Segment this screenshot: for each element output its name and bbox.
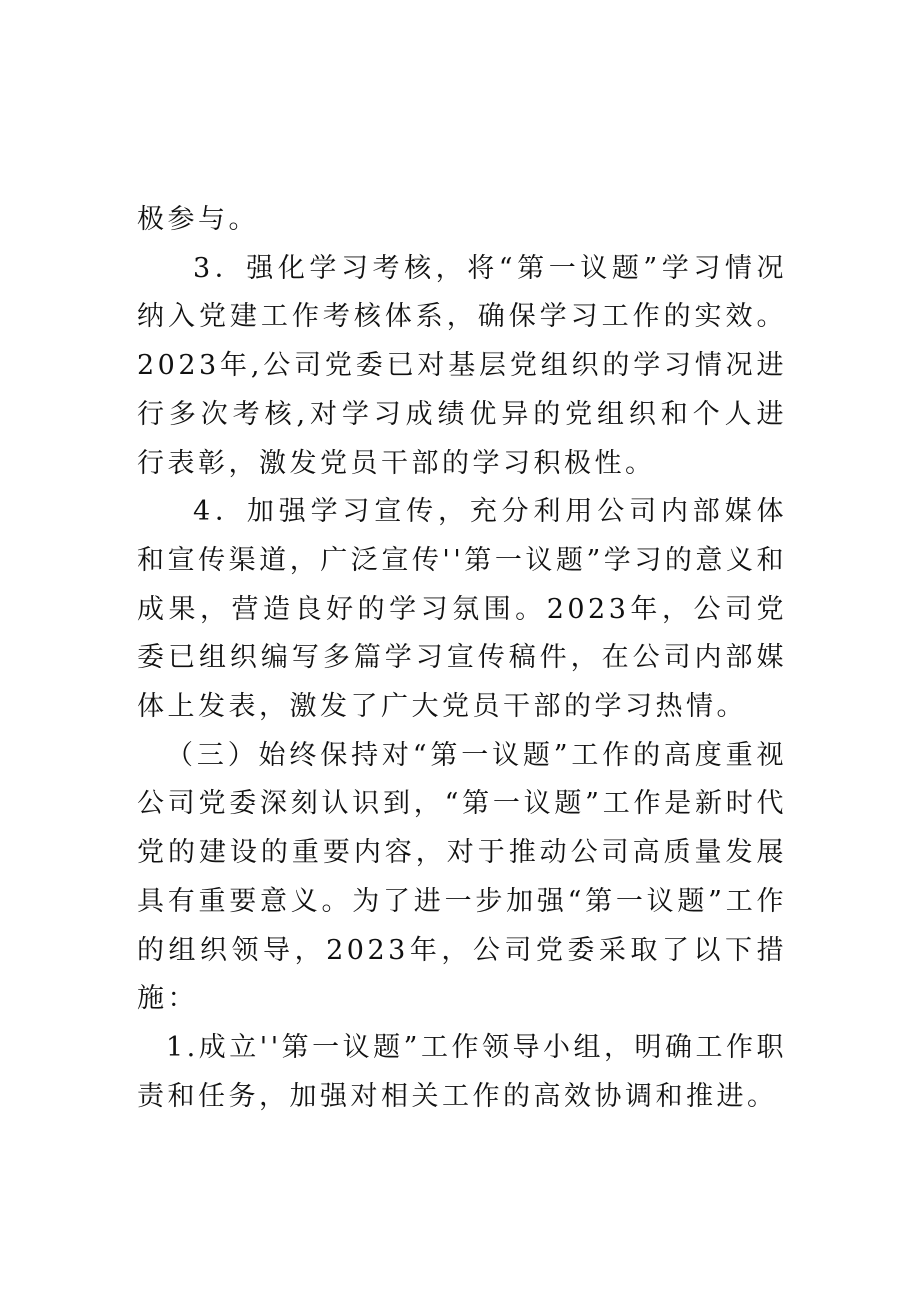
paragraph-continuation: 极参与。 (137, 204, 259, 235)
paragraph-item-4: 4．加强学习宣传，充分利用公司内部媒体和宣传渠道，广泛宣传''第一议题”学习的意义和成果，营造良好的学习氛围。2023年，公司党委已组织编写多篇学习宣传稿件，在公司内部媒体上发表，激发了广大党员干部的学习热情。 (137, 496, 787, 723)
paragraph-section-3: （三）始终保持对“第一议题”工作的高度重视公司党委深刻认识到，“第一议题”工作是新时代党的建设的重要内容，对于推动公司高质量发展具有重要意义。为了进一步加强“第一议题”工作的组织领导，2023年，公司党委采取了以下措施： (137, 739, 787, 1015)
paragraph-item-3: 3．强化学习考核，将“第一议题”学习情况纳入党建工作考核体系，确保学习工作的实效。2023年,公司党委已对基层党组织的学习情况进行多次考核,对学习成绩优异的党组织和个人进行表彰，激发党员干部的学习积极性。 (137, 252, 787, 479)
paragraph-measure-1: 1.成立''第一议题”工作领导小组，明确工作职责和任务，加强对相关工作的高效协调和推进。 (137, 1031, 787, 1112)
document-body (137, 196, 787, 1121)
